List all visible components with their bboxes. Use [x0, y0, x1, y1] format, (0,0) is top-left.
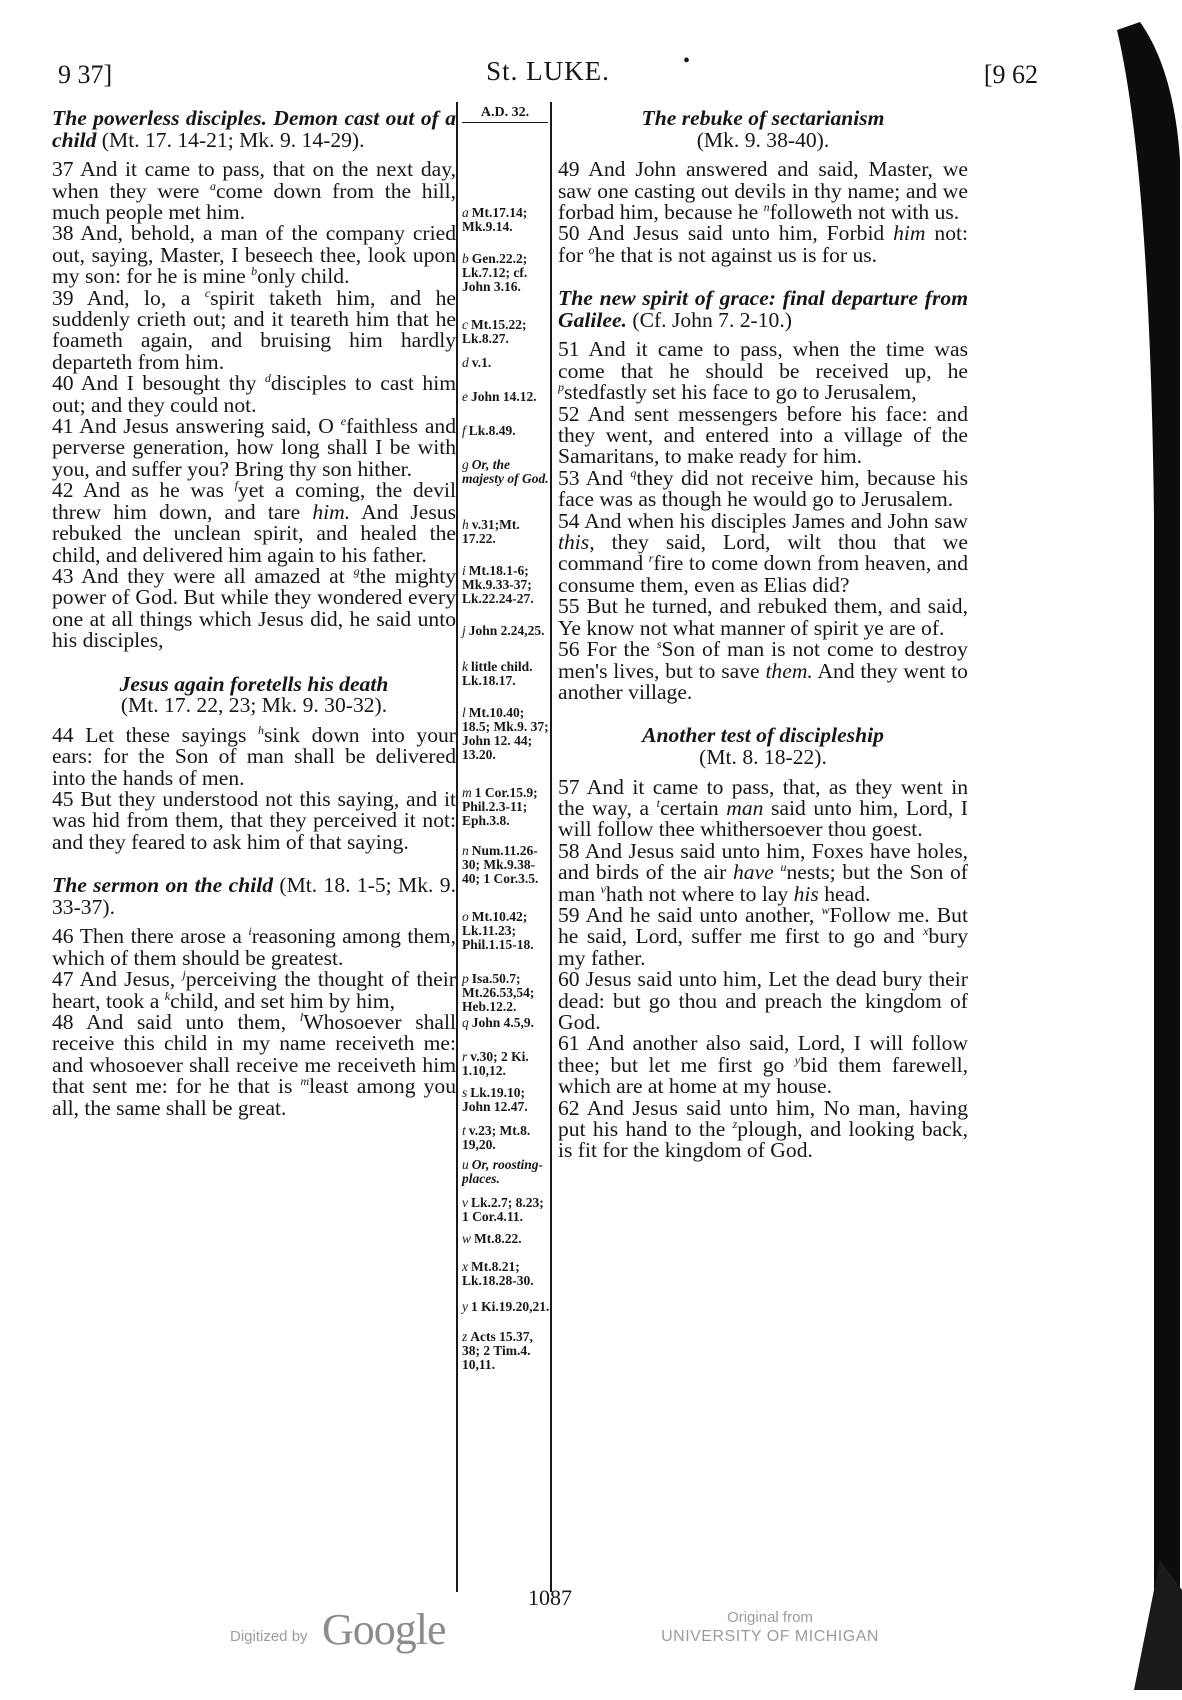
margin-ref-k [462, 660, 552, 688]
verse-38: 38 And, behold, a man of the company cried out, saying, Master, I beseech thee, look upon my son: for he is mine $^b$only child. [52, 221, 456, 289]
margin-ref-u [462, 1158, 552, 1186]
margin-ref-letter: t [462, 1123, 466, 1138]
margin-ref-w [462, 1232, 552, 1246]
margin-ref-text: Mt.8.22. [474, 1231, 522, 1246]
margin-ref-letter: j [462, 623, 466, 638]
section-heading-foretells-death: Jesus again foretells his death (Mt. 17. 22, 23; Mk. 9. 30-32). [119, 671, 389, 718]
margin-ref-text: Mt.8.21; Lk.18.28-30. [462, 1259, 534, 1288]
margin-ref-n [462, 844, 552, 886]
running-head [58, 52, 1038, 92]
verse-53: 53 And $^q$they did not receive him, because his face was as though he would go to Jerusalem. [558, 465, 968, 512]
margin-ref-text: Lk.8.49. [468, 423, 516, 438]
margin-ref-text: little child. Lk.18.17. [462, 659, 533, 688]
library-credit [655, 1608, 885, 1646]
header-left-ref: 9 37] [58, 60, 113, 89]
margin-ref-letter: p [462, 971, 469, 986]
margin-ref-letter: e [462, 389, 468, 404]
margin-ref-letter: d [462, 355, 469, 370]
margin-ref-text: v.31;Mt. 17.22. [462, 517, 520, 546]
margin-ref-text: Mt.15.22; Lk.8.27. [462, 317, 527, 346]
margin-ref-l [462, 706, 552, 762]
margin-ref-j [462, 624, 552, 638]
left-text-column [52, 108, 456, 1119]
verse-58: 58 And Jesus said unto him, Foxes have holes, and birds of the air have $^u$nests; but the Son of man $^v$hath not where to lay his head. [558, 838, 968, 906]
verse-45: 45 But they understood not this saying, and it was hid from them, that they perceived it not: and they feared to ask him of that saying. [52, 786, 456, 854]
original-from-label: Original from [727, 1609, 813, 1626]
section-heading-sermon-on-child: The sermon on the child (Mt. 18. 1-5; Mk. 9. 33-37). [52, 873, 456, 919]
verse-48: 48 And said unto them, $^l$Whosoever shall receive this child in my name receiveth me: and whosoever shall receive me receiveth him that sent me: for he that is $^m$least among you all, the same shall be great. [52, 1009, 457, 1120]
margin-ref-text: Or, the majesty of God. [462, 457, 549, 486]
margin-ref-z [462, 1330, 552, 1372]
verse-40: 40 And I besought thy $^d$disciples to cast him out; and they could not. [52, 371, 456, 417]
verse-47: 47 And Jesus, $^j$perceiving the thought of their heart, took a $^k$child, and set him by him, [52, 966, 456, 1013]
margin-ref-letter: x [462, 1259, 468, 1274]
margin-ref-letter: r [462, 1049, 468, 1064]
verse-52: 52 And sent messengers before his face: and they went, and entered into a village of the Samaritans, to make ready for him. [558, 401, 968, 469]
margin-ref-text: Or, roosting-places. [462, 1157, 544, 1186]
margin-ref-text: John 14.12. [471, 389, 537, 404]
margin-ref-letter: s [462, 1085, 468, 1100]
margin-ref-letter: n [462, 843, 469, 858]
google-logo: Google [322, 1605, 446, 1654]
margin-ref-i [462, 564, 552, 606]
margin-ref-c [462, 318, 552, 346]
margin-ref-letter: b [462, 251, 469, 266]
margin-ref-letter: f [462, 423, 466, 438]
margin-ref-text: v.23; Mt.8. 19,20. [462, 1123, 531, 1152]
margin-ref-letter: z [462, 1329, 468, 1344]
page-number: 1087 [528, 1585, 572, 1610]
margin-ref-letter: w [462, 1231, 472, 1246]
margin-ref-h [462, 518, 552, 546]
margin-ref-letter: c [462, 317, 468, 332]
margin-ref-m [462, 786, 552, 828]
margin-ref-letter: k [462, 659, 468, 674]
margin-ref-letter: m [462, 785, 472, 800]
margin-ref-o [462, 910, 552, 952]
margin-ref-text: Lk.2.7; 8.23; 1 Cor.4.11. [462, 1195, 544, 1224]
margin-ref-v [462, 1196, 552, 1224]
margin-ref-text: Mt.10.40; 18.5; Mk.9. 37; John 12. 44; 13.20. [462, 705, 549, 762]
verse-43: 43 And they were all amazed at $^g$the mighty power of God. But while they wondered every one at all things which Jesus did, he said unto his disciples, [52, 563, 456, 653]
margin-ref-letter: q [462, 1015, 469, 1030]
verse-39: 39 And, lo, a $^c$spirit taketh him, and he suddenly crieth out; and it teareth him that he foameth again, and bruising him hardly departeth from him. [52, 285, 456, 374]
margin-ref-letter: y [462, 1299, 468, 1314]
margin-ref-text: Isa.50.7; Mt.26.53,54; Heb.12.2. [462, 971, 535, 1014]
margin-ref-text: Gen.22.2; Lk.7.12; cf. John 3.16. [462, 251, 528, 294]
margin-ref-r [462, 1050, 552, 1078]
section-heading-new-spirit: The new spirit of grace: final departure from Galilee. (Cf. John 7. 2-10.) [558, 286, 968, 332]
verse-54: 54 And when his disciples James and John saw this, they said, Lord, wilt thou that we command $^r$fire to come down from heaven, and consume them, even as Elias did? [558, 508, 968, 597]
book-title: St. LUKE. [486, 56, 610, 86]
verse-49: 49 And John answered and said, Master, we saw one casting out devils in thy name; and we forbad him, because he $^n$followeth not with us. [558, 157, 968, 224]
verse-55: 55 But he turned, and rebuked them, and said, Ye know not what manner of spirit ye are of. [558, 594, 968, 640]
margin-ref-letter: o [462, 909, 469, 924]
university-label: UNIVERSITY OF MICHIGAN [661, 1628, 879, 1645]
margin-ref-text: John 2.24,25. [468, 623, 545, 638]
margin-ref-p [462, 972, 552, 1014]
margin-ref-letter: l [462, 705, 466, 720]
margin-ref-text: 1 Ki.19.20,21. [471, 1299, 550, 1314]
verse-61: 61 And another also said, Lord, I will follow thee; but let me first go $^y$bid them farewell, which are at home at my house. [558, 1031, 968, 1099]
margin-ref-text: Num.11.26-30; Mk.9.38-40; 1 Cor.3.5. [462, 843, 539, 886]
verse-51: 51 And it came to pass, when the time was come that he should be received up, he $^p$stedfastly set his face to go to Jerusalem, [558, 337, 968, 405]
verse-57: 57 And it came to pass, that, as they went in the way, a $^t$certain man said unto him, Lord, I will follow thee whithersoever thou goest. [558, 774, 969, 842]
margin-date: A.D. 32. [462, 106, 548, 123]
margin-ref-s [462, 1086, 552, 1114]
margin-ref-q [462, 1016, 552, 1030]
header-right-ref: [9 62 [983, 60, 1038, 89]
margin-ref-letter: v [462, 1195, 468, 1210]
verse-50: 50 And Jesus said unto him, Forbid him not: for $^o$he that is not against us is for us. [558, 221, 968, 267]
book-binding-edge [1022, 0, 1182, 1700]
section-heading-discipleship: Another test of discipleship (Mt. 8. 18-22). [642, 723, 884, 769]
verse-56: 56 For the $^s$Son of man is not come to destroy men's lives, but to save them. And they went to another village. [558, 636, 968, 704]
margin-ref-text: v.30; 2 Ki. 1.10,12. [462, 1049, 529, 1078]
stray-dot-mark: • [683, 50, 691, 72]
margin-ref-text: v.1. [471, 355, 492, 370]
verse-42: 42 And as he was $^f$yet a coming, the devil threw him down, and tare him. And Jesus rebuked the unclean spirit, and healed the child, and delivered him again to his father. [52, 478, 456, 567]
verse-44: 44 Let these sayings $^h$sink down into your ears: for the Son of man shall be delivered into the hands of men. [52, 722, 457, 790]
margin-ref-text: Acts 15.37, 38; 2 Tim.4. 10,11. [462, 1329, 533, 1372]
margin-ref-g [462, 458, 552, 486]
bible-page [40, 40, 1060, 1640]
margin-ref-letter: g [462, 457, 469, 472]
margin-ref-text: 1 Cor.15.9; Phil.2.3-11; Eph.3.8. [462, 785, 538, 828]
margin-ref-letter: u [462, 1157, 469, 1172]
margin-ref-f [462, 424, 552, 438]
verse-46: 46 Then there arose a $^i$reasoning among them, which of them should be greatest. [52, 924, 456, 970]
verse-41: 41 And Jesus answering said, O $^e$faithless and perverse generation, how long shall I be with you, and suffer you? Bring thy son hither. [52, 413, 457, 481]
margin-ref-text: Lk.19.10; John 12.47. [462, 1085, 528, 1114]
margin-ref-d [462, 356, 552, 370]
margin-ref-text: Mt.17.14; Mk.9.14. [462, 205, 528, 234]
margin-references [462, 105, 550, 1372]
margin-ref-a [462, 206, 552, 234]
verse-37: 37 And it came to pass, that on the next day, when they were $^a$come down from the hill, much people met him. [52, 157, 457, 224]
margin-ref-text: Mt.10.42; Lk.11.23; Phil.1.15-18. [462, 909, 534, 952]
margin-ref-text: Mt.18.1-6; Mk.9.33-37; Lk.22.24-27. [462, 563, 534, 606]
verse-62: 62 And Jesus said unto him, No man, having put his hand to the $^z$plough, and looking back, is fit for the kingdom of God. [558, 1095, 968, 1163]
verse-59: 59 And he said unto another, $^w$Follow me. But he said, Lord, suffer me first to go and $^x$bury my father. [558, 902, 968, 970]
section-heading-sectarianism: The rebuke of sectarianism (Mk. 9. 38-40). [641, 106, 885, 152]
margin-ref-t [462, 1124, 552, 1152]
margin-ref-x [462, 1260, 552, 1288]
margin-ref-letter: i [462, 563, 466, 578]
margin-ref-y [462, 1300, 552, 1314]
margin-ref-b [462, 252, 552, 294]
column-rule-left [456, 102, 458, 1592]
right-text-column [558, 108, 968, 1162]
section-heading-powerless-disciples: The powerless disciples. Demon cast out of a child (Mt. 17. 14-21; Mk. 9. 14-29). [52, 106, 456, 152]
digitized-by-label: Digitized by [230, 1628, 308, 1645]
margin-ref-text: John 4.5,9. [471, 1015, 535, 1030]
margin-ref-letter: h [462, 517, 469, 532]
margin-ref-e [462, 390, 552, 404]
verse-60: 60 Jesus said unto him, Let the dead bury their dead: but go thou and preach the kingdom of God. [558, 967, 968, 1034]
margin-ref-letter: a [462, 205, 469, 220]
